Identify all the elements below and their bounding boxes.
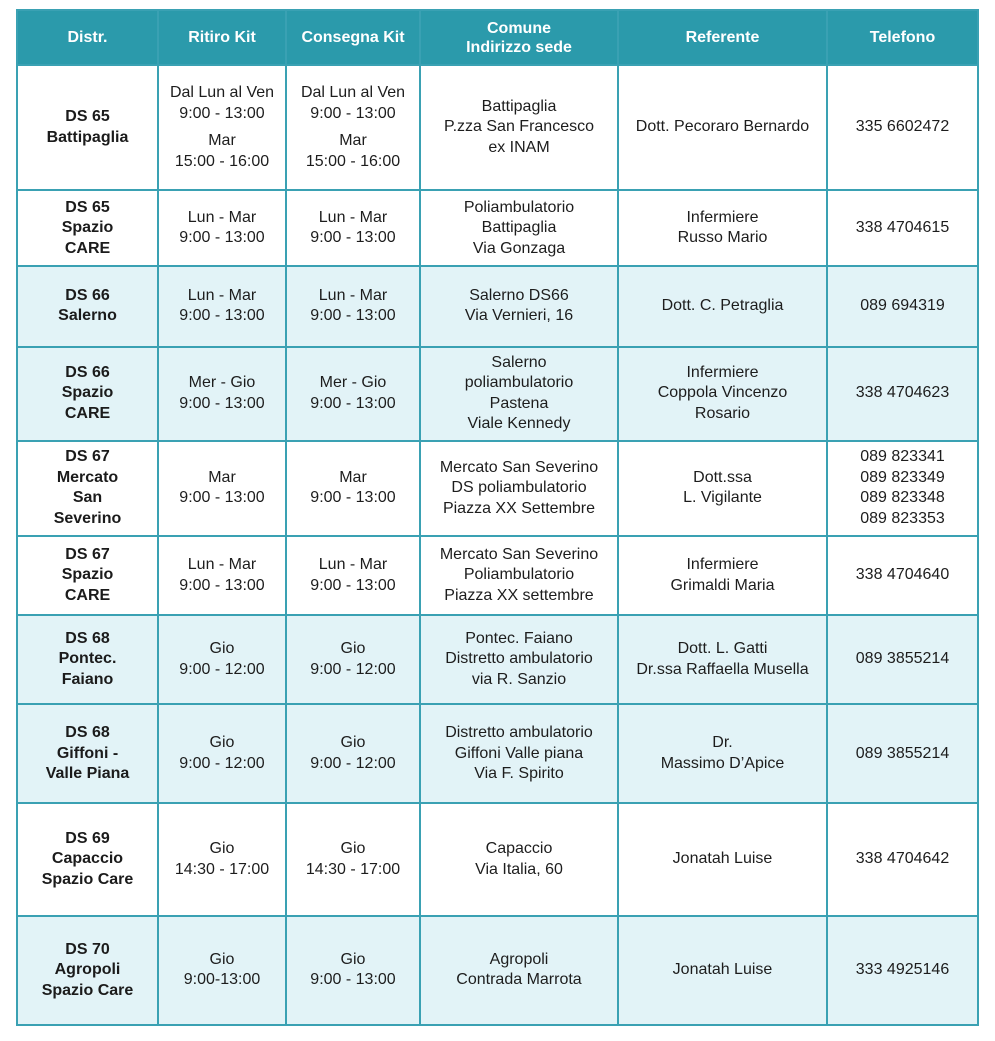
cell-line: Poliambulatorio xyxy=(463,198,575,216)
slot-hours: 9:00 - 13:00 xyxy=(310,307,396,325)
slot-days: Dal Lun al Ven xyxy=(169,84,275,102)
slot-hours: 9:00 - 12:00 xyxy=(179,660,265,678)
slot-hours: 9:00 - 13:00 xyxy=(179,576,265,594)
cell-telefono xyxy=(827,803,978,915)
cell-line: Jonatah Luise xyxy=(672,850,773,868)
slot-days: Mar xyxy=(339,468,367,486)
cell-referente xyxy=(618,704,827,803)
table-row xyxy=(17,441,978,536)
cell-distr xyxy=(17,615,158,704)
cell-consegna-kit xyxy=(286,803,420,915)
slot-hours: 9:00-13:00 xyxy=(183,971,261,989)
cell-line: Infermiere xyxy=(686,208,759,226)
time-slot xyxy=(161,373,283,414)
slot-days: Lun - Mar xyxy=(187,286,257,304)
table-row xyxy=(17,803,978,915)
header-indirizzo-line: Indirizzo sede xyxy=(466,38,572,56)
cell-line: 089 3855214 xyxy=(855,744,950,762)
slot-hours: 9:00 - 12:00 xyxy=(310,754,396,772)
table-row xyxy=(17,615,978,704)
cell-comune-indirizzo xyxy=(420,441,618,536)
time-slot xyxy=(161,286,283,327)
cell-line: Massimo D’Apice xyxy=(660,754,785,772)
cell-line: Faiano xyxy=(61,670,114,688)
time-slot xyxy=(289,373,417,414)
cell-ritiro-kit xyxy=(158,190,286,266)
slot-days: Mar xyxy=(208,468,236,486)
cell-line: 333 4925146 xyxy=(855,961,950,979)
cell-telefono xyxy=(827,190,978,266)
cell-line: Giffoni Valle piana xyxy=(454,744,584,762)
cell-line: San xyxy=(72,489,103,507)
time-slot xyxy=(161,83,283,124)
slot-days: Lun - Mar xyxy=(318,208,388,226)
cell-line: Pontec. Faiano xyxy=(465,629,573,647)
slot-days: Mer - Gio xyxy=(319,374,387,392)
cell-distr xyxy=(17,441,158,536)
cell-line: Jonatah Luise xyxy=(672,961,773,979)
cell-consegna-kit xyxy=(286,704,420,803)
cell-line: Spazio Care xyxy=(41,981,134,999)
slot-days: Lun - Mar xyxy=(187,208,257,226)
cell-line: 089 694319 xyxy=(860,297,945,315)
cell-line: 338 4704623 xyxy=(855,384,950,402)
cell-distr xyxy=(17,916,158,1025)
slot-hours: 9:00 - 13:00 xyxy=(310,971,396,989)
cell-telefono xyxy=(827,266,978,346)
cell-ritiro-kit xyxy=(158,536,286,615)
cell-telefono xyxy=(827,441,978,536)
slot-hours: 15:00 - 16:00 xyxy=(174,152,270,170)
cell-comune-indirizzo xyxy=(420,916,618,1025)
cell-line: Agropoli xyxy=(54,961,121,979)
cell-line: Via F. Spirito xyxy=(474,765,564,783)
time-slot xyxy=(161,950,283,991)
slot-hours: 14:30 - 17:00 xyxy=(305,860,401,878)
cell-line: 089 823349 xyxy=(860,468,945,486)
cell-referente xyxy=(618,347,827,441)
header-row xyxy=(17,10,978,65)
slot-hours: 9:00 - 13:00 xyxy=(310,229,396,247)
cell-line: Capaccio xyxy=(51,850,124,868)
cell-line: DS 70 xyxy=(65,940,110,958)
cell-distr xyxy=(17,347,158,441)
cell-telefono xyxy=(827,615,978,704)
cell-line: Mercato San Severino xyxy=(439,545,599,563)
cell-comune-indirizzo xyxy=(420,65,618,190)
cell-ritiro-kit xyxy=(158,347,286,441)
slot-hours: 9:00 - 13:00 xyxy=(179,489,265,507)
time-slot xyxy=(289,83,417,124)
cell-referente xyxy=(618,190,827,266)
cell-line: Viale Kennedy xyxy=(467,415,571,433)
cell-line: Infermiere xyxy=(686,556,759,574)
table-row xyxy=(17,190,978,266)
time-slot xyxy=(289,208,417,249)
cell-line: 089 823353 xyxy=(860,509,945,527)
cell-referente xyxy=(618,441,827,536)
cell-distr xyxy=(17,65,158,190)
table-row xyxy=(17,536,978,615)
time-slot xyxy=(289,639,417,680)
cell-line: Spazio xyxy=(61,384,114,402)
cell-line: 338 4704615 xyxy=(855,219,950,237)
cell-line: Russo Mario xyxy=(677,229,768,247)
table-row xyxy=(17,266,978,346)
slot-days: Lun - Mar xyxy=(318,556,388,574)
cell-referente xyxy=(618,536,827,615)
cell-line: ex INAM xyxy=(488,138,550,156)
cell-line: Pastena xyxy=(489,394,549,412)
table-row xyxy=(17,704,978,803)
header-ritiro-kit: Ritiro Kit xyxy=(158,10,286,65)
cell-line: P.zza San Francesco xyxy=(443,118,594,136)
cell-consegna-kit xyxy=(286,347,420,441)
cell-consegna-kit xyxy=(286,266,420,346)
cell-comune-indirizzo xyxy=(420,704,618,803)
slot-days: Gio xyxy=(340,734,366,752)
cell-line: Dott. Pecoraro Bernardo xyxy=(635,118,810,136)
slot-days: Dal Lun al Ven xyxy=(300,84,406,102)
cell-line: Agropoli xyxy=(489,950,549,968)
cell-line: L. Vigilante xyxy=(683,489,762,507)
cell-referente xyxy=(618,615,827,704)
slot-days: Gio xyxy=(340,640,366,658)
cell-line: Via Vernieri, 16 xyxy=(464,307,574,325)
cell-line: Spazio Care xyxy=(41,870,134,888)
cell-line: Poliambulatorio xyxy=(463,566,575,584)
table-row xyxy=(17,347,978,441)
time-slot xyxy=(161,555,283,596)
slot-hours: 14:30 - 17:00 xyxy=(174,860,270,878)
cell-distr xyxy=(17,536,158,615)
header-referente: Referente xyxy=(618,10,827,65)
cell-line: Distretto ambulatorio xyxy=(445,650,593,668)
cell-referente xyxy=(618,916,827,1025)
cell-comune-indirizzo xyxy=(420,615,618,704)
cell-line: CARE xyxy=(64,586,111,604)
table-row xyxy=(17,916,978,1025)
cell-line: 338 4704642 xyxy=(855,850,950,868)
cell-line: Salerno xyxy=(58,307,117,325)
cell-referente xyxy=(618,266,827,346)
slot-hours: 9:00 - 12:00 xyxy=(310,660,396,678)
time-slot xyxy=(161,639,283,680)
slot-hours: 9:00 - 13:00 xyxy=(179,229,265,247)
cell-comune-indirizzo xyxy=(420,536,618,615)
cell-consegna-kit xyxy=(286,916,420,1025)
cell-line: Dott. C. Petraglia xyxy=(661,297,784,315)
cell-line: Mercato xyxy=(56,468,119,486)
cell-line: Dr. xyxy=(712,734,733,752)
cell-comune-indirizzo xyxy=(420,347,618,441)
cell-line: Spazio xyxy=(61,219,114,237)
slot-hours: 9:00 - 12:00 xyxy=(179,754,265,772)
slot-days: Mar xyxy=(208,132,236,150)
cell-line: Battipaglia xyxy=(46,128,129,146)
time-slot xyxy=(289,286,417,327)
cell-line: Mercato San Severino xyxy=(439,458,599,476)
cell-line: via R. Sanzio xyxy=(471,670,567,688)
cell-ritiro-kit xyxy=(158,65,286,190)
header-telefono: Telefono xyxy=(827,10,978,65)
slot-days: Lun - Mar xyxy=(318,286,388,304)
cell-line: poliambulatorio xyxy=(464,374,574,392)
slot-days: Gio xyxy=(340,950,366,968)
table-body xyxy=(17,65,978,1025)
slot-hours: 9:00 - 13:00 xyxy=(310,104,396,122)
cell-telefono xyxy=(827,916,978,1025)
cell-line: Contrada Marrota xyxy=(456,971,582,989)
cell-line: Piazza XX Settembre xyxy=(442,499,596,517)
cell-line: Grimaldi Maria xyxy=(670,576,775,594)
cell-line: Salerno DS66 xyxy=(469,286,569,304)
cell-telefono xyxy=(827,65,978,190)
time-slot xyxy=(289,131,417,172)
cell-line: 335 6602472 xyxy=(855,118,950,136)
time-slot xyxy=(289,468,417,509)
header-comune-indirizzo xyxy=(420,10,618,65)
cell-distr xyxy=(17,704,158,803)
cell-distr xyxy=(17,190,158,266)
slot-hours: 9:00 - 13:00 xyxy=(310,489,396,507)
cell-consegna-kit xyxy=(286,65,420,190)
slot-days: Mer - Gio xyxy=(188,374,256,392)
cell-line: Dott.ssa xyxy=(693,468,752,486)
slot-days: Gio xyxy=(209,640,235,658)
slot-hours: 9:00 - 13:00 xyxy=(310,576,396,594)
cell-line: Via Italia, 60 xyxy=(475,860,563,878)
cell-ritiro-kit xyxy=(158,441,286,536)
cell-line: DS 65 xyxy=(65,198,110,216)
cell-line: CARE xyxy=(64,239,111,257)
header-distr: Distr. xyxy=(17,10,158,65)
cell-line: DS 68 xyxy=(65,724,110,742)
time-slot xyxy=(161,131,283,172)
cell-line: Valle Piana xyxy=(45,765,130,783)
cell-ritiro-kit xyxy=(158,266,286,346)
cell-consegna-kit xyxy=(286,536,420,615)
header-consegna-kit: Consegna Kit xyxy=(286,10,420,65)
slot-days: Lun - Mar xyxy=(187,556,257,574)
cell-distr xyxy=(17,803,158,915)
time-slot xyxy=(289,950,417,991)
slot-days: Gio xyxy=(209,950,235,968)
time-slot xyxy=(289,733,417,774)
slot-hours: 15:00 - 16:00 xyxy=(305,152,401,170)
cell-line: Spazio xyxy=(61,566,114,584)
district-schedule-table xyxy=(16,9,979,1026)
cell-line: DS 66 xyxy=(65,363,110,381)
cell-referente xyxy=(618,803,827,915)
cell-line: Capaccio xyxy=(485,840,553,858)
cell-line: Dr.ssa Raffaella Musella xyxy=(636,660,809,678)
cell-telefono xyxy=(827,536,978,615)
cell-referente xyxy=(618,65,827,190)
cell-line: Piazza XX settembre xyxy=(444,586,594,604)
cell-line: DS 69 xyxy=(65,829,110,847)
cell-line: DS 66 xyxy=(65,286,110,304)
time-slot xyxy=(289,839,417,880)
cell-line: Severino xyxy=(53,509,122,527)
cell-line: Battipaglia xyxy=(481,97,557,115)
cell-consegna-kit xyxy=(286,190,420,266)
slot-days: Gio xyxy=(209,734,235,752)
cell-line: DS 68 xyxy=(65,629,110,647)
slot-hours: 9:00 - 13:00 xyxy=(179,394,265,412)
cell-comune-indirizzo xyxy=(420,190,618,266)
cell-comune-indirizzo xyxy=(420,266,618,346)
slot-days: Gio xyxy=(340,840,366,858)
cell-line: DS 67 xyxy=(65,448,110,466)
time-slot xyxy=(289,555,417,596)
slot-days: Mar xyxy=(339,132,367,150)
cell-line: Coppola Vincenzo xyxy=(657,384,788,402)
cell-line: Pontec. xyxy=(58,650,117,668)
time-slot xyxy=(161,733,283,774)
cell-line: 338 4704640 xyxy=(855,566,950,584)
slot-hours: 9:00 - 13:00 xyxy=(179,104,265,122)
cell-line: DS 67 xyxy=(65,545,110,563)
cell-distr xyxy=(17,266,158,346)
cell-line: Infermiere xyxy=(686,363,759,381)
cell-line: CARE xyxy=(64,404,111,422)
time-slot xyxy=(161,208,283,249)
cell-line: Salerno xyxy=(491,353,547,371)
cell-line: 089 823341 xyxy=(860,448,945,466)
cell-telefono xyxy=(827,704,978,803)
header-comune-line: Comune xyxy=(487,19,551,37)
cell-ritiro-kit xyxy=(158,615,286,704)
slot-days: Gio xyxy=(209,840,235,858)
cell-telefono xyxy=(827,347,978,441)
slot-hours: 9:00 - 13:00 xyxy=(179,307,265,325)
cell-comune-indirizzo xyxy=(420,803,618,915)
cell-line: Giffoni - xyxy=(56,744,119,762)
cell-ritiro-kit xyxy=(158,916,286,1025)
time-slot xyxy=(161,468,283,509)
cell-consegna-kit xyxy=(286,615,420,704)
cell-line: Distretto ambulatorio xyxy=(445,724,593,742)
cell-line: DS 65 xyxy=(65,108,110,126)
slot-hours: 9:00 - 13:00 xyxy=(310,394,396,412)
cell-line: 089 823348 xyxy=(860,489,945,507)
cell-ritiro-kit xyxy=(158,803,286,915)
cell-line: 089 3855214 xyxy=(855,650,950,668)
cell-consegna-kit xyxy=(286,441,420,536)
cell-line: DS poliambulatorio xyxy=(451,479,587,497)
cell-line: Rosario xyxy=(694,404,751,422)
cell-line: Dott. L. Gatti xyxy=(677,640,768,658)
time-slot xyxy=(161,839,283,880)
cell-ritiro-kit xyxy=(158,704,286,803)
table-row xyxy=(17,65,978,190)
cell-line: Battipaglia xyxy=(481,219,557,237)
cell-line: Via Gonzaga xyxy=(472,239,566,257)
